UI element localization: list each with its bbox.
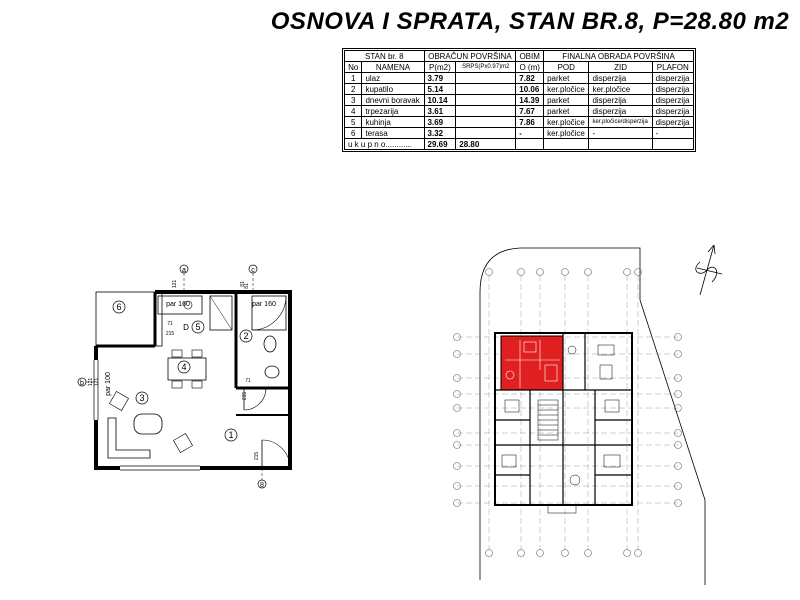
dim-121-b: 121 xyxy=(94,377,100,387)
col-p: P(m2) xyxy=(424,62,456,73)
par-label-3: par 100 xyxy=(105,372,112,396)
col-pod: POD xyxy=(544,62,589,73)
row-o: 14.39 xyxy=(516,95,544,106)
row-zid: - xyxy=(589,128,652,139)
row-pod: parket xyxy=(544,106,589,117)
sofa xyxy=(108,418,150,458)
row-zid: ker.pločice xyxy=(589,84,652,95)
row-o: 7.67 xyxy=(516,106,544,117)
row-p: 5.14 xyxy=(424,84,456,95)
col-no: No xyxy=(345,62,362,73)
row-pod: ker.pločice xyxy=(544,128,589,139)
row-zid: disperzija xyxy=(589,95,652,106)
row-p: 10.14 xyxy=(424,95,456,106)
stan-label: STAN br. 8 xyxy=(345,51,425,62)
row-plafon: disperzija xyxy=(652,84,693,95)
washbasin xyxy=(265,366,279,378)
row-no: 6 xyxy=(345,128,362,139)
row-namena: trpezarija xyxy=(362,106,424,117)
row-o: 7.82 xyxy=(516,73,544,84)
row-p: 3.61 xyxy=(424,106,456,117)
entry-door-arc xyxy=(262,440,290,468)
dim-71-b: 71 xyxy=(245,378,251,384)
row-plafon: disperzija xyxy=(652,106,693,117)
grid-horizontal xyxy=(457,337,678,503)
row-no: 2 xyxy=(345,84,362,95)
row-namena: dnevni boravak xyxy=(362,95,424,106)
row-pod: ker.pločice xyxy=(544,117,589,128)
col-srps: SRPS(Px0.97)m2 xyxy=(456,62,516,73)
row-p: 3.69 xyxy=(424,117,456,128)
row-namena: kuhinja xyxy=(362,117,424,128)
axis-d-label: D xyxy=(183,323,189,332)
row-o: 10.06 xyxy=(516,84,544,95)
row-no: 5 xyxy=(345,117,362,128)
staircase xyxy=(538,400,558,440)
row-no: 4 xyxy=(345,106,362,117)
col-o: O (m) xyxy=(516,62,544,73)
room-number-1: 1 xyxy=(228,430,234,440)
room-number-3: 3 xyxy=(139,393,145,403)
row-plafon: disperzija xyxy=(652,117,693,128)
chair-1 xyxy=(172,350,182,357)
row-pod: parket xyxy=(544,95,589,106)
toilet xyxy=(264,336,276,352)
room-number-6: 6 xyxy=(116,302,122,312)
armchair-2 xyxy=(173,433,192,452)
chair-2 xyxy=(192,350,202,357)
row-plafon: disperzija xyxy=(652,73,693,84)
dim-81-a: 81 xyxy=(240,281,246,287)
row-namena: terasa xyxy=(362,128,424,139)
row-no: 3 xyxy=(345,95,362,106)
entrance-step xyxy=(548,505,576,513)
row-pod: ker.pločice xyxy=(544,84,589,95)
page-title: OSNOVA I SPRATA, STAN BR.8, P=28.80 m2 xyxy=(270,8,790,35)
dim-121-a: 121 xyxy=(172,279,178,289)
terrace-outline xyxy=(96,292,162,346)
col-namena: NAMENA xyxy=(362,62,424,73)
finalna-header: FINALNA OBRADA POVRŠINA xyxy=(544,51,694,62)
total-label: u k u p n o............ xyxy=(345,139,425,150)
total-p: 29.69 xyxy=(424,139,456,150)
obracun-header: OBRAČUN POVRŠINA xyxy=(424,51,516,62)
armchair-1 xyxy=(109,391,128,410)
row-plafon: - xyxy=(652,128,693,139)
axis-c-label: c xyxy=(251,267,255,274)
obim-header: OBIM xyxy=(516,51,544,62)
north-arrow-icon xyxy=(696,245,722,295)
dim-215-a: 215 xyxy=(165,331,175,337)
row-o: - xyxy=(516,128,544,139)
dim-215-b: 215 xyxy=(242,391,248,401)
fridge-diag xyxy=(210,296,232,330)
chair-4 xyxy=(192,381,202,388)
par-label-2: par 160 xyxy=(252,301,276,308)
room-number-2: 2 xyxy=(243,331,249,341)
room-number-4: 4 xyxy=(181,362,187,372)
row-zid: disperzija xyxy=(589,73,652,84)
building-plan xyxy=(454,245,723,585)
total-srps: 28.80 xyxy=(456,139,516,150)
axis-a-label: a xyxy=(182,267,186,274)
axis-8-label: 8 xyxy=(260,482,264,489)
grid-bubbles xyxy=(454,269,682,557)
dim-71-a: 71 xyxy=(167,321,173,327)
row-namena: ulaz xyxy=(362,73,424,84)
par-label-1: par 160 xyxy=(166,301,190,308)
apartment-8-highlight xyxy=(501,336,563,390)
chair-3 xyxy=(172,381,182,388)
row-pod: parket xyxy=(544,73,589,84)
room-number-5: 5 xyxy=(195,322,201,332)
row-plafon: disperzija xyxy=(652,95,693,106)
dim-121-c: 121 xyxy=(88,377,94,387)
row-namena: kupatilo xyxy=(362,84,424,95)
site-boundary xyxy=(480,248,705,585)
col-zid: ZID xyxy=(589,62,652,73)
row-zid: ker.pločice/disperzija xyxy=(589,117,652,128)
row-p: 3.79 xyxy=(424,73,456,84)
row-o: 7.86 xyxy=(516,117,544,128)
row-zid: disperzija xyxy=(589,106,652,117)
dim-215-c: 215 xyxy=(254,451,260,461)
coffee-table xyxy=(134,414,162,434)
apartment-plan-text xyxy=(80,267,276,489)
dim-81-b: 81 xyxy=(244,283,250,289)
row-p: 3.32 xyxy=(424,128,456,139)
dining-table xyxy=(168,358,206,380)
col-plafon: PLAFON xyxy=(652,62,693,73)
axis-b-label: b xyxy=(80,380,84,387)
row-no: 1 xyxy=(345,73,362,84)
